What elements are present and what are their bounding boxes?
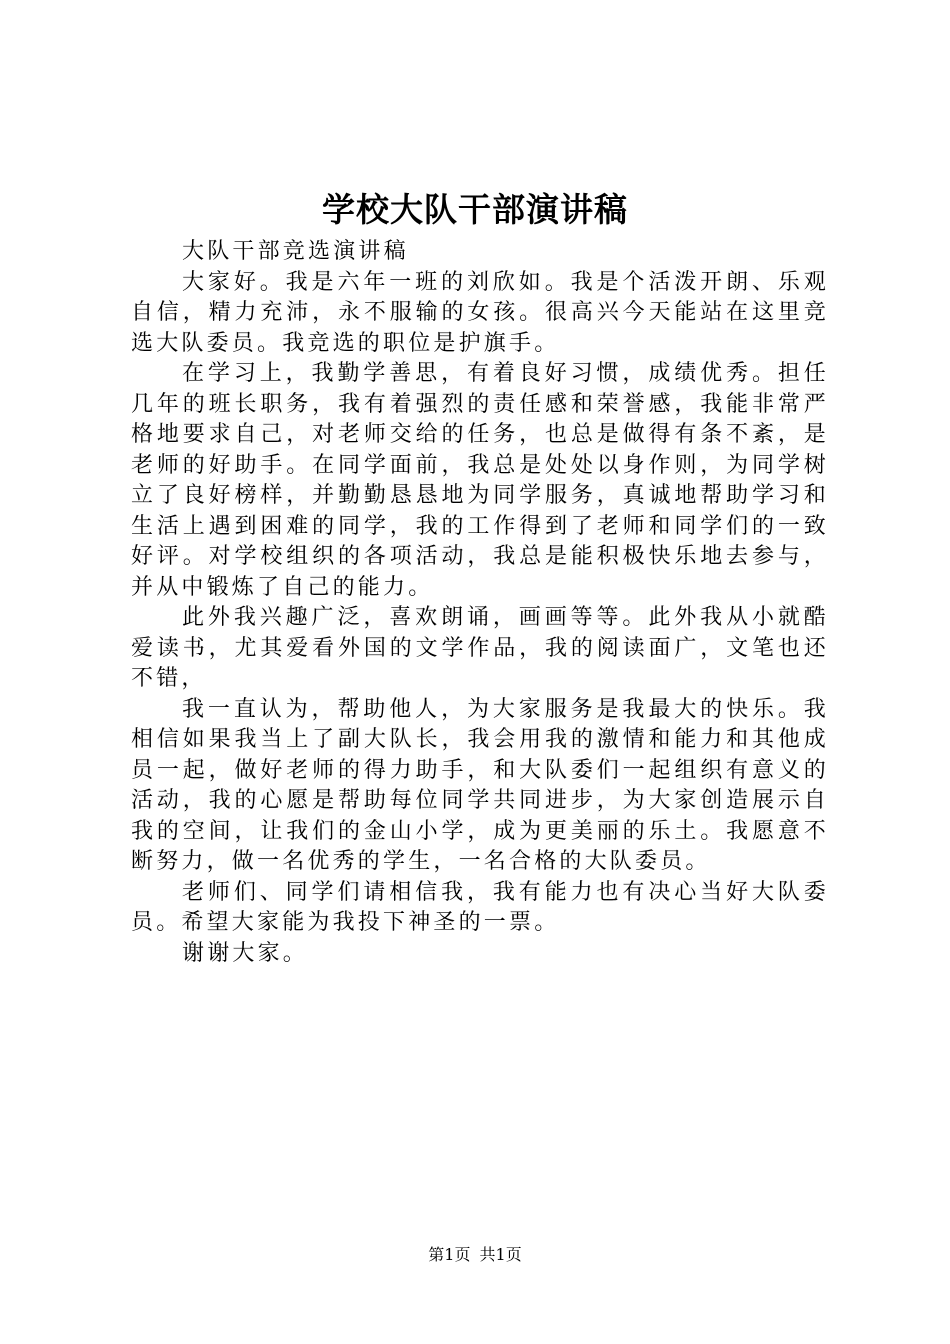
paragraph-appeal: 老师们、同学们请相信我，我有能力也有决心当好大队委员。希望大家能为我投下神圣的一票。 [131, 879, 829, 935]
page-total: 共1页 [479, 1245, 522, 1264]
document-body [131, 237, 829, 969]
paragraph-subtitle: 大队干部竞选演讲稿 [182, 239, 409, 264]
paragraph-thanks: 谢谢大家。 [182, 940, 309, 966]
page-number: 第1页 [428, 1245, 471, 1264]
paragraph-study: 在学习上，我勤学善思，有着良好习惯，成绩优秀。担任几年的班长职务，我有着强烈的责任感和荣誉感，我能非常严格地要求自己，对老师交给的任务，也总是做得有条不紊，是老师的好助手。在同学面前，我总是处处以身作则，为同学树立了良好榜样，并勤勤恳恳地为同学服务，真诚地帮助学习和生活上遇到困难的同学，我的工作得到了老师和同学们的一致好评。对学校组织的各项活动，我总是能积极快乐地去参与，并从中锻炼了自己的能力。 [131, 361, 829, 600]
paragraph-service: 我一直认为，帮助他人，为大家服务是我最大的快乐。我相信如果我当上了副大队长，我会用我的激情和能力和其他成员一起，做好老师的得力助手，和大队委们一起组织有意义的活动，我的心愿是帮助每位同学共同进步，为大家创造展示自我的空间，让我们的金山小学，成为更美丽的乐土。我愿意不断努力，做一名优秀的学生，一名合格的大队委员。 [131, 696, 829, 874]
paragraph-interests: 此外我兴趣广泛，喜欢朗诵，画画等等。此外我从小就酷爱读书，尤其爱看外国的文学作品，我的阅读面广，文笔也还不错， [131, 605, 829, 691]
page-footer [0, 1244, 950, 1266]
document-title: 学校大队干部演讲稿 [322, 190, 628, 229]
paragraph-greeting: 大家好。我是六年一班的刘欣如。我是个活泼开朗、乐观自信，精力充沛，永不服输的女孩。很高兴今天能站在这里竞选大队委员。我竞选的职位是护旗手。 [131, 269, 829, 356]
